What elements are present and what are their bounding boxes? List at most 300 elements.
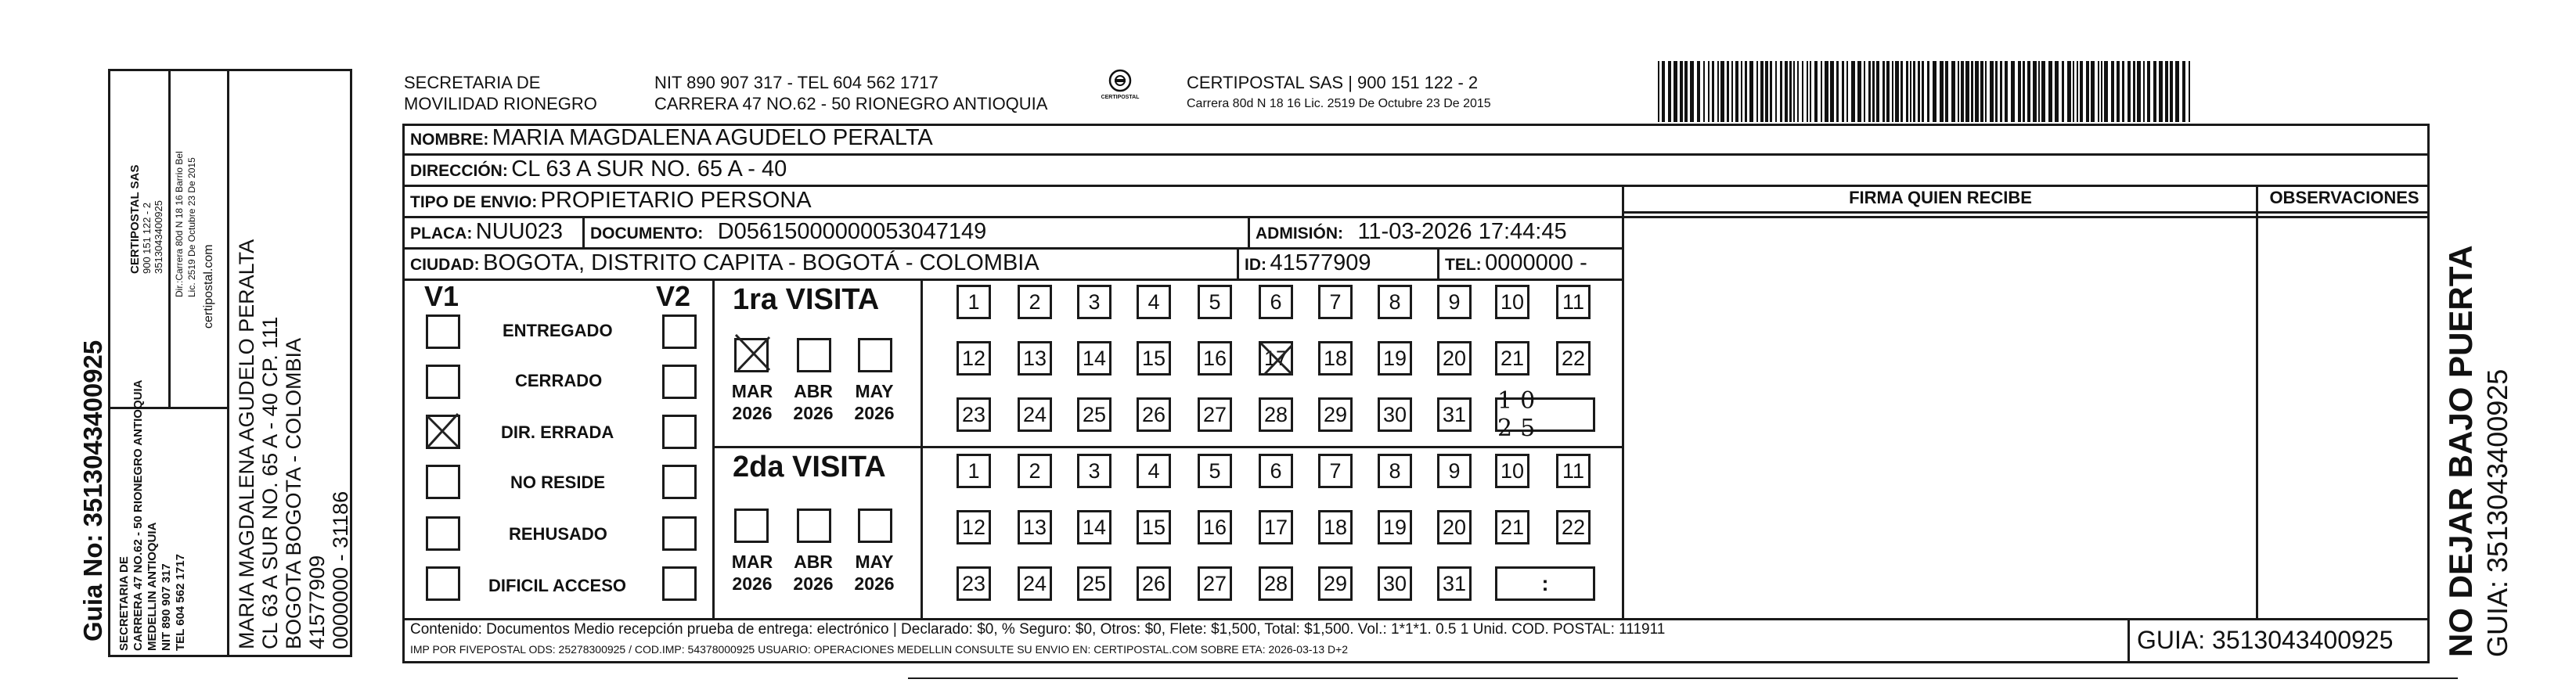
col-firma-left (1622, 185, 1624, 618)
v2-checkbox-dificil-acceso[interactable] (662, 566, 697, 601)
barcode-bar (2175, 61, 2179, 122)
day-number: 31 (1442, 402, 1467, 426)
row-line-5 (402, 279, 1622, 281)
barcode-bar (2117, 61, 2120, 122)
left-guia-number: Guia No: 3513043400925 (78, 340, 107, 641)
barcode-bar (1985, 61, 1987, 122)
second-day-7[interactable] (1318, 454, 1353, 488)
ciudad-divider (1237, 247, 1239, 279)
second-day-2[interactable] (1018, 454, 1052, 488)
barcode-bar (1673, 61, 1677, 122)
first-month-abr-box[interactable] (797, 338, 831, 372)
second-day-22[interactable] (1556, 510, 1591, 544)
nombre-row: NOMBRE: MARIA MAGDALENA AGUDELO PERALTA (410, 125, 933, 150)
barcode-bar (1886, 61, 1890, 122)
first-month-may-label: MAY 2026 (854, 381, 895, 423)
barcode-bar (2153, 61, 2156, 122)
sender-contact: NIT 890 907 317 - TEL 604 562 1717 CARRERA 47 NO.62 - 50 RIONEGRO ANTIOQUIA (654, 73, 1048, 113)
first-day-28[interactable] (1259, 397, 1293, 432)
first-day-4[interactable] (1137, 285, 1171, 319)
second-month-mar-label: MAR 2026 (731, 552, 773, 594)
second-month-may-label: MAY 2026 (854, 552, 895, 594)
day-number: 9 (1448, 458, 1461, 483)
first-day-5[interactable] (1198, 285, 1232, 319)
checkmark-icon (733, 332, 774, 373)
visit-separator (712, 446, 1622, 448)
first-day-12[interactable] (957, 341, 991, 376)
option-rehusado: REHUSADO (509, 524, 607, 544)
second-month-mar-box[interactable] (734, 509, 769, 543)
first-month-mar-box[interactable] (734, 338, 769, 372)
barcode-bar (1797, 61, 1799, 122)
second-day-9[interactable] (1437, 454, 1472, 488)
second-day-30[interactable] (1378, 566, 1412, 601)
second-day-29[interactable] (1318, 566, 1353, 601)
day-number: 11 (1562, 458, 1585, 483)
day-number: 24 (1022, 571, 1047, 595)
id-field: ID: 41577909 (1245, 250, 1371, 275)
day-number: 3 (1088, 289, 1101, 314)
first-month-abr-label: ABR 2026 (793, 381, 834, 423)
barcode-bar (1980, 61, 1983, 122)
v1-checkbox-dificil-acceso[interactable] (426, 566, 460, 601)
barcode-bar (1780, 61, 1782, 122)
right-warning-text: NO DEJAR BAJO PUERTA (2442, 245, 2479, 657)
second-visit-title: 2da VISITA (733, 451, 886, 483)
option-dir-errada: DIR. ERRADA (501, 422, 614, 442)
barcode-bar (1785, 61, 1788, 122)
first-day-23[interactable] (957, 397, 991, 432)
day-number: 13 (1022, 346, 1047, 370)
barcode-bar (1876, 61, 1879, 122)
barcode-bar (2170, 61, 2173, 122)
barcode-bar (1836, 61, 1839, 122)
second-day-26[interactable] (1137, 566, 1171, 601)
tipo-envio-row: TIPO DE ENVIO: PROPIETARIO PERSONA (410, 188, 812, 213)
first-day-30[interactable] (1378, 397, 1412, 432)
day-number: 2 (1029, 289, 1041, 314)
day-number: 22 (1561, 515, 1586, 539)
first-visit-title: 1ra VISITA (733, 283, 880, 316)
barcode-bar (1913, 61, 1915, 122)
barcode-bar (1717, 61, 1719, 122)
first-day-19[interactable] (1378, 341, 1412, 376)
day-number: 25 (1082, 571, 1107, 595)
barcode-bar (1756, 61, 1758, 122)
barcode-bar (1900, 61, 1903, 122)
barcode-bar (1971, 61, 1973, 122)
barcode-bar (1741, 61, 1742, 122)
day-number: 8 (1389, 458, 1401, 483)
v2-label: V2 (656, 280, 691, 312)
direccion-row: DIRECCIÓN: CL 63 A SUR NO. 65 A - 40 (410, 156, 787, 181)
day-number: 18 (1323, 515, 1348, 539)
second-day-14[interactable] (1077, 510, 1111, 544)
barcode-bar (2000, 61, 2002, 122)
day-number: 29 (1323, 402, 1348, 426)
day-number: 13 (1022, 515, 1047, 539)
footer-guia-divider (2127, 618, 2130, 663)
left-stub-divider-2 (108, 407, 227, 409)
barcode-bar (1872, 61, 1875, 122)
barcode-bar (1933, 61, 1937, 122)
placa-field: PLACA: NUU023 (410, 219, 563, 244)
checkmark-icon (423, 411, 463, 450)
barcode-bar (1951, 61, 1955, 122)
barcode-bar (2189, 61, 2190, 122)
col-header-line (1622, 211, 2430, 214)
barcode-bar (1668, 61, 1671, 122)
day-number: 28 (1263, 402, 1288, 426)
day-number: 3 (1088, 458, 1101, 483)
option-entregado: ENTREGADO (503, 321, 613, 340)
barcode-bar (1965, 61, 1969, 122)
barcode-bar (1940, 61, 1944, 122)
barcode-bar (1892, 61, 1893, 122)
day-number: 5 (1209, 458, 1221, 483)
first-day-26[interactable] (1137, 397, 1171, 432)
row-line-2 (402, 185, 2430, 187)
day-number: 30 (1382, 402, 1407, 426)
barcode-bar (1868, 61, 1871, 122)
option-dificil-acceso: DIFICIL ACCESO (488, 576, 627, 595)
barcode-bar (1975, 61, 1979, 122)
barcode-bar (1857, 61, 1861, 122)
v1-checkbox-rehusado[interactable] (426, 516, 460, 551)
day-number: 7 (1329, 458, 1342, 483)
v1-checkbox-entregado[interactable] (426, 314, 460, 349)
second-day-21[interactable] (1495, 510, 1529, 544)
day-number: 10 (1500, 289, 1525, 314)
checkmark-icon (1258, 340, 1297, 379)
barcode-bar (2182, 61, 2185, 122)
barcode-bar (2033, 61, 2037, 122)
day-number: 21 (1500, 346, 1525, 370)
second-day-5[interactable] (1198, 454, 1232, 488)
barcode-bar (1690, 61, 1694, 122)
day-number: 1 (967, 289, 980, 314)
day-number: 12 (961, 346, 986, 370)
day-number: 14 (1082, 515, 1107, 539)
first-day-10[interactable] (1495, 285, 1529, 319)
barcode-bar (1697, 61, 1700, 122)
barcode-bar (1727, 61, 1729, 122)
first-day-2[interactable] (1018, 285, 1052, 319)
sender-name: SECRETARIA DE MOVILIDAD RIONEGRO (404, 73, 597, 113)
day-number: 20 (1442, 346, 1467, 370)
logo-icon (1107, 69, 1133, 92)
second-day-13[interactable] (1018, 510, 1052, 544)
day-number: 31 (1442, 571, 1467, 595)
barcode-bar (1918, 61, 1920, 122)
barcode-bar (2005, 61, 2008, 122)
second-day-1[interactable] (957, 454, 991, 488)
barcode-bar (1793, 61, 1795, 122)
row-line-1 (402, 153, 2430, 156)
barcode-bar (1958, 61, 1959, 122)
footer-line (402, 618, 2430, 620)
second-day-28[interactable] (1259, 566, 1293, 601)
day-number: 4 (1147, 458, 1160, 483)
barcode-bar (1821, 61, 1822, 122)
barcode-bar (2011, 61, 2015, 122)
barcode-bar (2027, 61, 2030, 122)
barcode-bar (1708, 61, 1710, 122)
barcode-bar (2062, 61, 2064, 122)
first-day-9[interactable] (1437, 285, 1472, 319)
second-visit-time-box[interactable]: : (1495, 566, 1595, 601)
day-number: 2 (1029, 458, 1041, 483)
option-no-reside: NO RESIDE (510, 473, 606, 492)
tel-field: TEL: 0000000 - (1445, 250, 1587, 275)
admision-field: ADMISIÓN: 11-03-2026 17:44:45 (1256, 219, 1567, 244)
right-guia-number: GUIA: 3513043400925 (2481, 368, 2513, 657)
barcode-bar (1864, 61, 1865, 122)
certipostal-logo: CERTIPOSTAL (1096, 69, 1144, 105)
second-month-abr-box[interactable] (797, 509, 831, 543)
barcode-bar (1927, 61, 1929, 122)
day-number: 23 (961, 402, 986, 426)
first-day-17[interactable] (1259, 341, 1293, 376)
barcode-bar (1807, 61, 1808, 122)
first-day-18[interactable] (1318, 341, 1353, 376)
first-day-29[interactable] (1318, 397, 1353, 432)
barcode-bar (2067, 61, 2071, 122)
barcode-bar (1731, 61, 1733, 122)
v1-checkbox-dir-errada[interactable] (426, 415, 460, 449)
barcode-bar (1680, 61, 1683, 122)
day-number: 7 (1329, 289, 1342, 314)
barcode-bar (2077, 61, 2078, 122)
firma-header: FIRMA QUIEN RECIBE (1849, 188, 2032, 207)
barcode-bar (2098, 61, 2099, 122)
barcode-bar (1789, 61, 1792, 122)
barcode-bar (2048, 61, 2052, 122)
first-month-may-box[interactable] (858, 338, 892, 372)
barcode-bar (1922, 61, 1924, 122)
col-obs-left (2256, 185, 2258, 618)
barcode-bar (1961, 61, 1964, 122)
day-number: 14 (1082, 346, 1107, 370)
day-number: 19 (1382, 515, 1407, 539)
day-number: 6 (1270, 458, 1282, 483)
first-day-21[interactable] (1495, 341, 1529, 376)
barcode-bar (1882, 61, 1885, 122)
day-number: 15 (1141, 346, 1166, 370)
second-day-25[interactable] (1077, 566, 1111, 601)
barcode-bar (2101, 61, 2102, 122)
barcode-bar (2122, 61, 2124, 122)
placa-divider (582, 216, 585, 247)
first-day-8[interactable] (1378, 285, 1412, 319)
first-day-31[interactable] (1437, 397, 1472, 432)
barcode-bar (2137, 61, 2141, 122)
second-day-18[interactable] (1318, 510, 1353, 544)
id-divider (1437, 247, 1439, 279)
documento-field: DOCUMENTO: D05615000000053047149 (590, 219, 987, 244)
second-day-6[interactable] (1259, 454, 1293, 488)
day-number: 15 (1141, 515, 1166, 539)
barcode-bar (1684, 61, 1688, 122)
barcode-bar (2018, 61, 2021, 122)
day-number: 24 (1022, 402, 1047, 426)
first-day-11[interactable] (1556, 285, 1591, 319)
day-number: 8 (1389, 289, 1401, 314)
second-day-11[interactable] (1556, 454, 1591, 488)
second-day-19[interactable] (1378, 510, 1412, 544)
barcode-bars (1656, 61, 2196, 122)
barcode-bar (1990, 61, 1994, 122)
barcode-bar (1842, 61, 1844, 122)
day-number: 12 (961, 515, 986, 539)
second-day-20[interactable] (1437, 510, 1472, 544)
v2-checkbox-dir-errada[interactable] (662, 415, 697, 449)
barcode-bar (1802, 61, 1803, 122)
barcode-bar (1770, 61, 1772, 122)
first-day-24[interactable] (1018, 397, 1052, 432)
day-number: 4 (1147, 289, 1160, 314)
first-day-15[interactable] (1137, 341, 1171, 376)
barcode-bar (2147, 61, 2150, 122)
second-day-16[interactable] (1198, 510, 1232, 544)
v1-label: V1 (424, 280, 459, 312)
second-day-24[interactable] (1018, 566, 1052, 601)
second-day-12[interactable] (957, 510, 991, 544)
barcode-bar (1810, 61, 1811, 122)
footer-imp: IMP POR FIVEPOSTAL ODS: 25278300925 / COD.IMP: 54378000925 USUARIO: OPERACIONES MEDELLIN CONSULTE SU ENVIO EN: CERTIPOSTAL.COM SOBRE ETA: 2026-03-13 D+2 (410, 643, 1349, 656)
barcode-bar (1658, 61, 1659, 122)
barcode-bar (1825, 61, 1828, 122)
day-number: 20 (1442, 515, 1467, 539)
barcode (1656, 61, 2196, 122)
barcode-bar (2165, 61, 2168, 122)
first-day-13[interactable] (1018, 341, 1052, 376)
first-month-mar-label: MAR 2026 (731, 381, 773, 423)
row-line-firma (1622, 216, 2430, 218)
first-day-20[interactable] (1437, 341, 1472, 376)
observaciones-header: OBSERVACIONES (2269, 188, 2419, 207)
left-stub-divider-1 (227, 69, 229, 657)
barcode-bar (1745, 61, 1747, 122)
day-number: 17 (1263, 346, 1288, 370)
day-number: 6 (1270, 289, 1282, 314)
page-bottom-edge (908, 677, 2458, 679)
barcode-bar (2133, 61, 2135, 122)
barcode-bar (1906, 61, 1908, 122)
day-number: 23 (961, 571, 986, 595)
left-stub-divider-3 (168, 69, 171, 407)
footer-guia-number: GUIA: 3513043400925 (2137, 626, 2394, 654)
barcode-bar (2111, 61, 2114, 122)
first-day-1[interactable] (957, 285, 991, 319)
ciudad-field: CIUDAD: BOGOTA, DISTRITO CAPITA - BOGOTÁ - COLOMBIA (410, 250, 1039, 275)
day-number: 27 (1202, 571, 1227, 595)
barcode-bar (1749, 61, 1753, 122)
second-day-15[interactable] (1137, 510, 1171, 544)
day-number: 5 (1209, 289, 1221, 314)
months-divider (921, 279, 923, 618)
day-number: 22 (1561, 346, 1586, 370)
second-day-31[interactable] (1437, 566, 1472, 601)
barcode-bar (1662, 61, 1665, 122)
first-day-14[interactable] (1077, 341, 1111, 376)
first-day-7[interactable] (1318, 285, 1353, 319)
first-day-27[interactable] (1198, 397, 1232, 432)
day-number: 10 (1500, 458, 1525, 483)
barcode-bar (1735, 61, 1738, 122)
day-number: 28 (1263, 571, 1288, 595)
second-day-27[interactable] (1198, 566, 1232, 601)
first-day-3[interactable] (1077, 285, 1111, 319)
barcode-bar (1703, 61, 1705, 122)
first-visit-time-box[interactable]: 10 25 (1495, 397, 1595, 432)
day-number: 16 (1202, 515, 1227, 539)
second-day-3[interactable] (1077, 454, 1111, 488)
barcode-bar (2041, 61, 2045, 122)
barcode-bar (1995, 61, 1998, 122)
barcode-bar (2104, 61, 2108, 122)
barcode-bar (2073, 61, 2074, 122)
second-day-8[interactable] (1378, 454, 1412, 488)
barcode-bar (1760, 61, 1764, 122)
second-month-may-box[interactable] (858, 509, 892, 543)
v2-checkbox-rehusado[interactable] (662, 516, 697, 551)
day-number: 18 (1323, 346, 1348, 370)
barcode-bar (2127, 61, 2131, 122)
footer-contenido: Contenido: Documentos Medio recepción prueba de entrega: electrónico | Declarado: $0, % Seguro: $0, Otros: $0, Flete: $1,500, Total: $1,500. Vol.: 1*1*1. 0.5 1 Unid. COD. POSTAL: 111911 (410, 621, 1666, 638)
day-number: 26 (1141, 571, 1166, 595)
barcode-bar (1851, 61, 1855, 122)
barcode-bar (2055, 61, 2059, 122)
first-day-22[interactable] (1556, 341, 1591, 376)
status-divider (712, 279, 715, 618)
second-day-23[interactable] (957, 566, 991, 601)
v1-checkbox-cerrado[interactable] (426, 365, 460, 399)
v2-checkbox-entregado[interactable] (662, 314, 697, 349)
barcode-bar (1945, 61, 1948, 122)
second-day-4[interactable] (1137, 454, 1171, 488)
day-number: 21 (1500, 515, 1525, 539)
v2-checkbox-cerrado[interactable] (662, 365, 697, 399)
option-cerrado: CERRADO (515, 371, 603, 390)
barcode-bar (1775, 61, 1777, 122)
barcode-bar (2080, 61, 2083, 122)
second-day-10[interactable] (1495, 454, 1529, 488)
day-number: 16 (1202, 346, 1227, 370)
barcode-bar (2038, 61, 2040, 122)
day-number: 11 (1562, 289, 1585, 314)
v1-checkbox-no-reside[interactable] (426, 465, 460, 499)
barcode-bar (1720, 61, 1724, 122)
day-number: 17 (1263, 515, 1288, 539)
v2-checkbox-no-reside[interactable] (662, 465, 697, 499)
first-day-6[interactable] (1259, 285, 1293, 319)
courier-info: CERTIPOSTAL SAS | 900 151 122 - 2 Carrera 80d N 18 16 Lic. 2519 De Octubre 23 De 2015 (1187, 73, 1491, 110)
barcode-bar (2159, 61, 2163, 122)
day-number: 27 (1202, 402, 1227, 426)
barcode-bar (2023, 61, 2025, 122)
day-number: 9 (1448, 289, 1461, 314)
day-number: 29 (1323, 571, 1348, 595)
first-day-16[interactable] (1198, 341, 1232, 376)
barcode-bar (1814, 61, 1818, 122)
first-day-25[interactable] (1077, 397, 1111, 432)
second-day-17[interactable] (1259, 510, 1293, 544)
second-month-abr-label: ABR 2026 (793, 552, 834, 594)
barcode-bar (2091, 61, 2095, 122)
day-number: 1 (967, 458, 980, 483)
barcode-bar (1830, 61, 1834, 122)
